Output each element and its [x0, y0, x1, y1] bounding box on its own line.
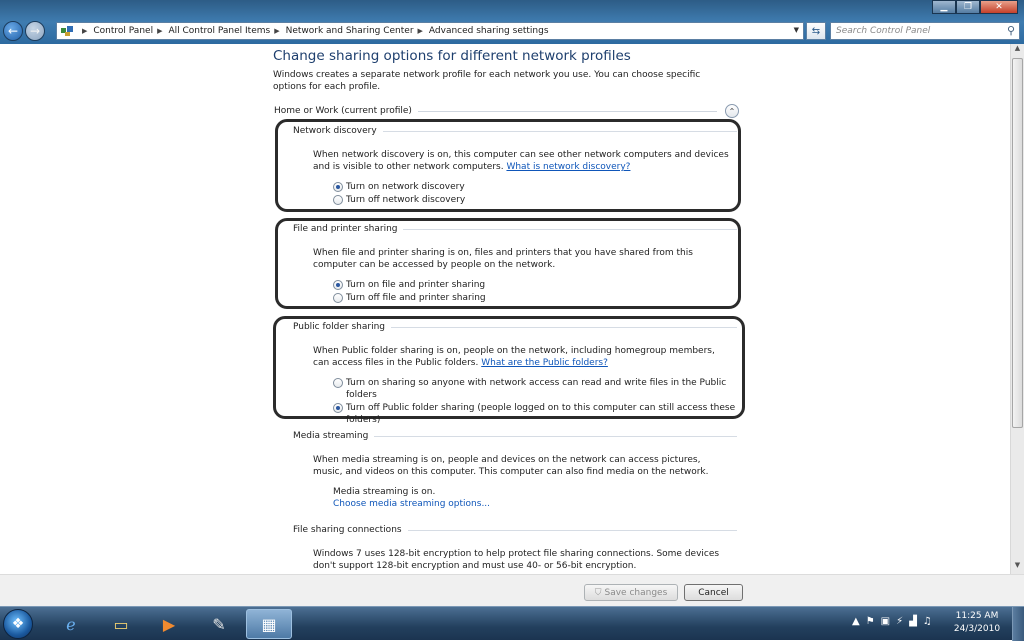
network-discovery-section [293, 125, 737, 206]
file-sharing-connections-section [293, 524, 737, 572]
divider [383, 131, 737, 132]
radio-label: Turn off network discovery [346, 195, 466, 205]
radio-turn-on-public-sharing[interactable] [333, 377, 737, 401]
button-bar [0, 574, 1024, 606]
section-description [313, 149, 731, 173]
chevron-up-icon[interactable]: ⌃ [725, 104, 739, 118]
page-intro: Windows creates a separate network profile for each network you use. You can choose specific options for each profile. [273, 70, 701, 92]
close-icon: ✕ [995, 2, 1003, 12]
cancel-label: Cancel [698, 587, 729, 598]
radio-label: Turn on network discovery [346, 182, 465, 192]
page-title: Change sharing options for different network profiles [273, 48, 631, 64]
radio-turn-on-file-sharing[interactable] [333, 279, 737, 291]
main-content [0, 44, 1010, 574]
profile-header[interactable] [274, 104, 739, 118]
volume-icon[interactable]: ♫ [922, 616, 932, 627]
start-button[interactable] [3, 609, 33, 639]
internet-explorer-icon[interactable]: ℯ [66, 614, 76, 634]
control-panel-icon [60, 25, 74, 37]
section-description: When media streaming is on, people and devices on the network can access pictures, music, and videos on this computer. This computer can also find media on the network. [313, 455, 709, 477]
radio-label: Turn off Public folder sharing (people logged on to this computer can still access these folders) [346, 403, 736, 425]
scroll-thumb[interactable] [1012, 58, 1023, 428]
section-description [313, 345, 731, 369]
breadcrumb-separator-icon: ▶ [274, 27, 280, 35]
radio-label: Turn on sharing so anyone with network access can read and write files in the Public folders [346, 378, 727, 400]
forward-arrow-icon: → [29, 24, 41, 38]
radio-turn-off-file-sharing[interactable] [333, 292, 737, 304]
device-icon[interactable]: ▣ [880, 616, 891, 627]
breadcrumb-all-items[interactable]: All Control Panel Items [168, 26, 271, 36]
clock-time: 11:25 AM [955, 611, 999, 621]
window-controls [932, 0, 1018, 14]
folder-icon[interactable]: ▭ [113, 614, 129, 634]
maximize-icon: ❐ [963, 2, 973, 12]
radio-button[interactable] [333, 182, 343, 192]
description-text: When Public folder sharing is on, people on the network, including homegroup members, can access files in the Public folders. [313, 346, 715, 368]
back-button[interactable] [3, 21, 23, 41]
close-button[interactable] [980, 0, 1018, 14]
back-arrow-icon: ← [7, 24, 19, 38]
divider [418, 111, 717, 112]
paint-icon[interactable]: ✎ [212, 614, 226, 634]
media-streaming-status: Media streaming is on. [333, 487, 436, 497]
flag-icon[interactable]: ⚑ [865, 616, 875, 627]
divider [408, 530, 737, 531]
radio-button[interactable] [333, 195, 343, 205]
search-input[interactable] [830, 22, 1020, 40]
vertical-scrollbar[interactable] [1010, 44, 1024, 574]
radio-button[interactable] [333, 280, 343, 290]
save-changes-button[interactable] [584, 584, 678, 601]
public-folder-sharing-section [293, 321, 737, 426]
shield-icon: ⛉ [594, 587, 602, 598]
radio-button[interactable] [333, 378, 343, 388]
breadcrumb-network-sharing[interactable]: Network and Sharing Center [285, 26, 414, 36]
system-tray [852, 616, 932, 627]
minimize-button[interactable] [932, 0, 956, 14]
maximize-button[interactable] [956, 0, 980, 14]
section-title: File and printer sharing [293, 224, 398, 234]
search-placeholder: Search Control Panel [836, 26, 931, 36]
description-text: When network discovery is on, this computer can see other network computers and devices and is visible to other network computers. [313, 150, 729, 172]
section-title: File sharing connections [293, 525, 402, 535]
link-text[interactable]: Choose media streaming options... [333, 499, 491, 509]
clock-date: 24/3/2010 [953, 624, 1001, 634]
section-description: Windows 7 uses 128-bit encryption to help protect file sharing connections. Some devices don't support 128-bit encryption and must use 40- or 56-bit encryption. [313, 549, 720, 571]
section-title: Network discovery [293, 126, 377, 136]
media-streaming-section [293, 430, 737, 510]
windows-logo-icon: ❖ [11, 616, 25, 632]
taskbar [0, 606, 1024, 640]
radio-label: Turn on file and printer sharing [346, 280, 486, 290]
address-bar[interactable] [56, 22, 804, 40]
refresh-icon: ⇆ [811, 25, 821, 37]
forward-button[interactable] [25, 21, 45, 41]
power-icon[interactable]: ⚡ [896, 616, 904, 627]
breadcrumb-separator-icon: ▶ [157, 27, 163, 35]
divider [374, 436, 737, 437]
clock[interactable] [950, 610, 1004, 636]
control-panel-taskbar-icon[interactable]: ▦ [246, 609, 292, 639]
breadcrumb-separator-icon: ▶ [417, 27, 423, 35]
section-title: Media streaming [293, 431, 369, 441]
section-description: When file and printer sharing is on, files and printers that you have shared from this computer can be accessed by people on the network. [313, 248, 693, 270]
divider [403, 229, 737, 230]
breadcrumb-separator-icon: ▶ [82, 27, 88, 35]
chevron-down-icon[interactable]: ▼ [793, 26, 799, 34]
radio-button[interactable] [333, 403, 343, 413]
network-signal-icon[interactable]: ▟ [909, 616, 917, 627]
network-discovery-help-link[interactable]: What is network discovery? [506, 162, 631, 172]
file-printer-sharing-section [293, 223, 737, 304]
cancel-button[interactable] [684, 584, 743, 601]
show-hidden-icons-icon[interactable]: ▲ [852, 616, 860, 627]
media-player-icon[interactable]: ▶ [162, 614, 176, 634]
radio-button[interactable] [333, 293, 343, 303]
radio-turn-on-discovery[interactable] [333, 181, 737, 193]
radio-turn-off-public-sharing[interactable] [333, 402, 737, 426]
scroll-up-icon[interactable]: ▲ [1014, 44, 1021, 52]
radio-label: Turn off file and printer sharing [346, 293, 486, 303]
show-desktop-button[interactable] [1012, 607, 1024, 641]
divider [391, 327, 737, 328]
media-streaming-options-link[interactable] [333, 498, 737, 510]
refresh-button[interactable] [806, 22, 826, 40]
search-icon[interactable]: ⚲ [1006, 24, 1015, 37]
breadcrumb-control-panel[interactable]: Control Panel [93, 26, 154, 36]
breadcrumb-advanced-sharing[interactable]: Advanced sharing settings [428, 26, 549, 36]
section-title: Public folder sharing [293, 322, 386, 332]
profile-label: Home or Work (current profile) [274, 106, 412, 116]
public-folders-help-link[interactable]: What are the Public folders? [481, 358, 608, 368]
minimize-icon: ▁ [940, 2, 948, 12]
scroll-down-icon[interactable]: ▼ [1014, 561, 1021, 569]
save-label: Save changes [604, 587, 668, 598]
radio-turn-off-discovery[interactable] [333, 194, 737, 206]
